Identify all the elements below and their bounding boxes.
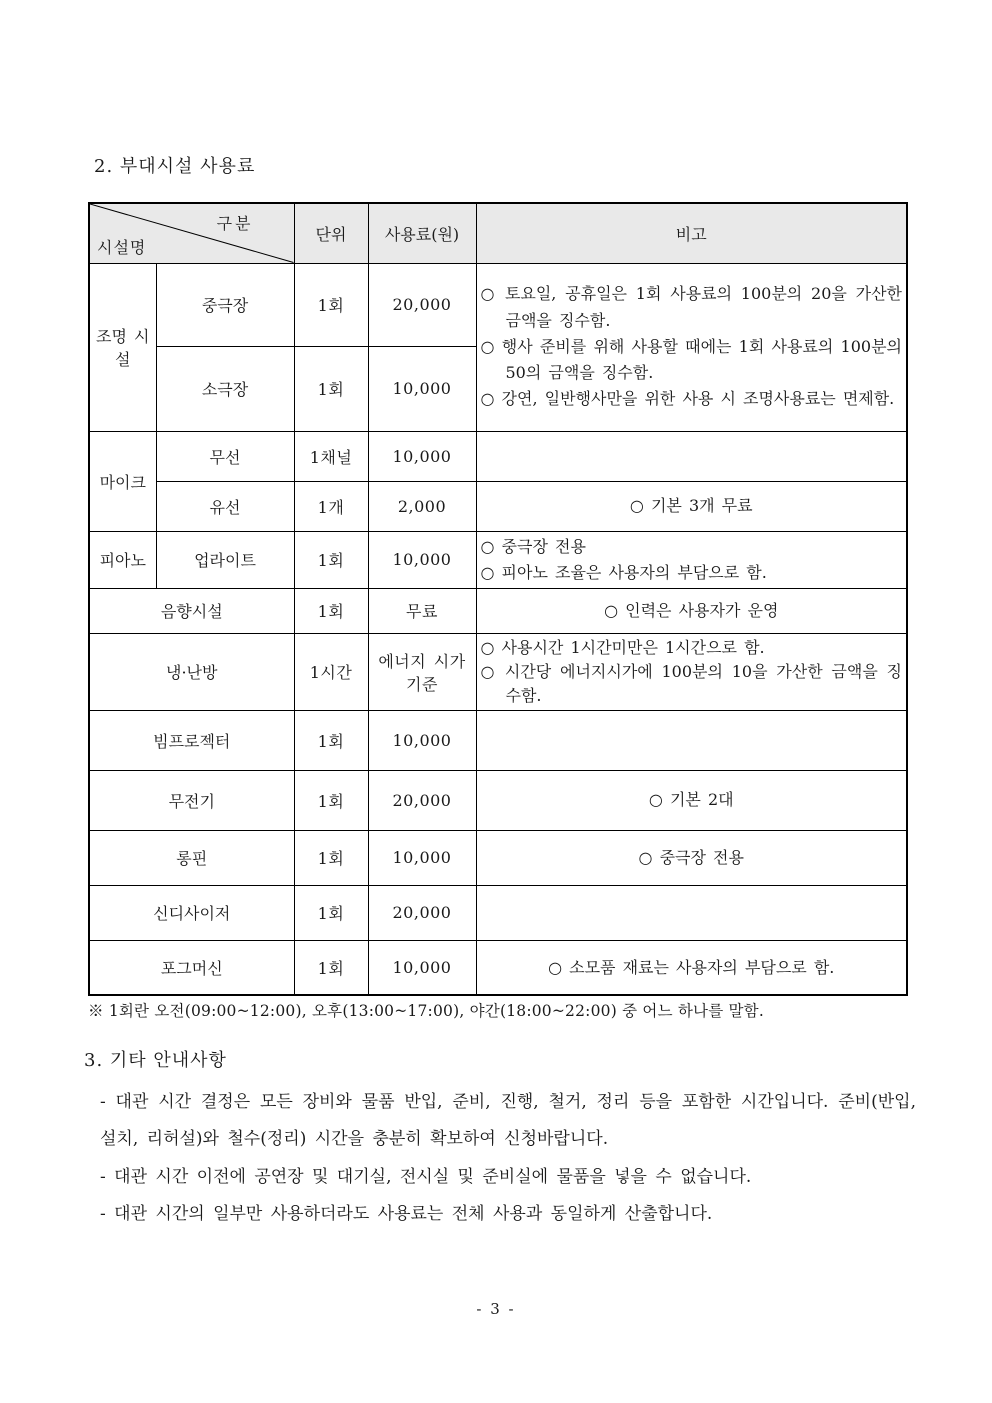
cell-unit: 1회 (294, 830, 368, 885)
row-hvac (89, 633, 907, 710)
cell-facility-longpin: 롱핀 (89, 830, 294, 885)
remark-line: ○ 행사 준비를 위해 사용할 때에는 1회 사용료의 100분의 50의 금액을 징수함. (480, 336, 902, 383)
cell-fee: 10,000 (368, 346, 476, 431)
cell-kind-small-theater: 소극장 (156, 346, 294, 431)
row-lighting-mid (89, 263, 907, 346)
cell-unit: 1회 (294, 770, 368, 830)
cell-fee-hvac: 에너지 시가기준 (368, 633, 476, 710)
cell-remarks-wireless (476, 431, 907, 481)
cell-facility-piano: 피아노 (89, 531, 156, 588)
cell-unit: 1회 (294, 263, 368, 346)
cell-fee: 10,000 (368, 531, 476, 588)
cell-fee: 10,000 (368, 830, 476, 885)
cell-facility-sound: 음향시설 (89, 588, 294, 633)
remark-line: ○ 시간당 에너지시가에 100분의 10을 가산한 금액을 징수함. (480, 661, 902, 705)
guidance-item: - 대관 시간의 일부만 사용하더라도 사용료는 전체 사용과 동일하게 산출합니다. (100, 1204, 713, 1225)
cell-facility-mic: 마이크 (89, 431, 156, 531)
cell-remarks-fog: ○ 소모품 재료는 사용자의 부담으로 함. (476, 940, 907, 995)
cell-kind-upright: 업라이트 (156, 531, 294, 588)
cell-unit: 1시간 (294, 633, 368, 710)
corner-label-gubun: 구분 (216, 214, 254, 233)
cell-remarks-projector (476, 710, 907, 770)
row-longpin (89, 830, 907, 885)
row-sound (89, 588, 907, 633)
cell-remarks-piano (476, 531, 907, 588)
row-projector (89, 710, 907, 770)
cell-unit: 1채널 (294, 431, 368, 481)
cell-unit: 1회 (294, 588, 368, 633)
cell-remarks-hvac (476, 633, 907, 710)
cell-fee: 20,000 (368, 885, 476, 940)
guidance-item: - 대관 시간 결정은 모든 장비와 물품 반입, 준비, 진행, 철거, 정리 등을 포함한 시간입니다. 준비(반입, 설치, 리허설)와 철수(정리) 시간을 충분히 확보하여 신청바랍니다. (100, 1092, 916, 1150)
cell-fee: 2,000 (368, 481, 476, 531)
remark-line: ○ 중극장 전용 (480, 536, 586, 556)
cell-fee: 10,000 (368, 710, 476, 770)
other-guidance-list (100, 1084, 916, 1234)
header-unit: 단위 (294, 203, 368, 263)
row-fog-machine (89, 940, 907, 995)
cell-fee: 20,000 (368, 263, 476, 346)
guidance-item: - 대관 시간 이전에 공연장 및 대기실, 전시실 및 준비실에 물품을 넣을 수 없습니다. (100, 1166, 752, 1187)
cell-kind-mid-theater: 중극장 (156, 263, 294, 346)
cell-remarks-longpin: ○ 중극장 전용 (476, 830, 907, 885)
cell-fee: 10,000 (368, 431, 476, 481)
remark-line: ○ 토요일, 공휴일은 1회 사용료의 100분의 20을 가산한 금액을 징수함. (480, 284, 902, 330)
section-3-title: 3. 기타 안내사항 (84, 1050, 227, 1071)
cell-facility-hvac: 냉·난방 (89, 633, 294, 710)
header-fee: 사용료(원) (368, 203, 476, 263)
section-2-title: 2. 부대시설 사용료 (94, 156, 256, 177)
cell-unit: 1회 (294, 346, 368, 431)
cell-unit: 1회 (294, 940, 368, 995)
cell-kind-wireless: 무선 (156, 431, 294, 481)
cell-facility-lighting: 조명 시설 (89, 263, 156, 431)
cell-kind-wired: 유선 (156, 481, 294, 531)
remark-line: ○ 강연, 일반행사만을 위한 사용 시 조명사용료는 면제함. (480, 389, 895, 409)
session-definition-note: ※ 1회란 오전(09:00~12:00), 오후(13:00~17:00), 야간(18:00~22:00) 중 어느 하나를 말함. (88, 1002, 764, 1020)
row-radio (89, 770, 907, 830)
cell-unit: 1회 (294, 531, 368, 588)
cell-facility-fog: 포그머신 (89, 940, 294, 995)
remark-line: ○ 피아노 조율은 사용자의 부담으로 함. (480, 562, 767, 582)
row-synthesizer (89, 885, 907, 940)
header-remark: 비고 (476, 203, 907, 263)
cell-remarks-wired: ○ 기본 3개 무료 (476, 481, 907, 531)
cell-unit: 1개 (294, 481, 368, 531)
remark-line: ○ 사용시간 1시간미만은 1시간으로 함. (480, 637, 765, 657)
cell-unit: 1회 (294, 710, 368, 770)
cell-facility-radio: 무전기 (89, 770, 294, 830)
cell-facility-synthesizer: 신디사이저 (89, 885, 294, 940)
row-piano (89, 531, 907, 588)
cell-remarks-sound: ○ 인력은 사용자가 운영 (476, 588, 907, 633)
corner-label-facility: 시설명 (97, 237, 147, 257)
cell-unit: 1회 (294, 885, 368, 940)
page-number: - 3 - (476, 1300, 516, 1318)
cell-remarks-lighting (476, 263, 907, 431)
corner-header-cell (89, 203, 294, 263)
cell-fee: 무료 (368, 588, 476, 633)
cell-fee: 10,000 (368, 940, 476, 995)
row-mic-wired (89, 481, 907, 531)
row-mic-wireless (89, 431, 907, 481)
table-header-row (89, 203, 907, 263)
cell-remarks-synthesizer (476, 885, 907, 940)
cell-remarks-radio: ○ 기본 2대 (476, 770, 907, 830)
fee-table (88, 202, 908, 996)
cell-fee: 20,000 (368, 770, 476, 830)
cell-facility-projector: 빔프로젝터 (89, 710, 294, 770)
